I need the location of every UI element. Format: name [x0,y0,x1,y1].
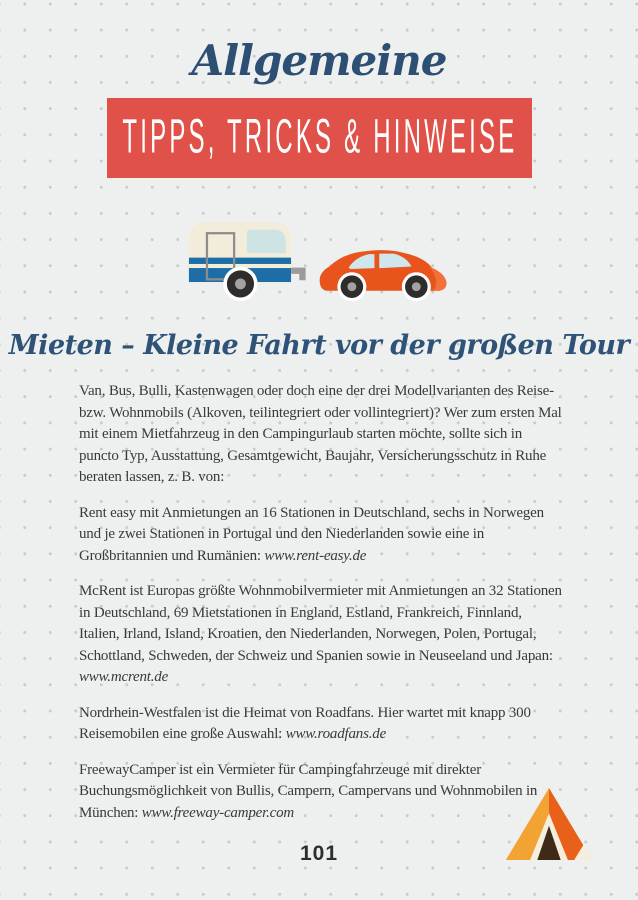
url-text: www.mcrent.de [79,669,169,685]
url-text: www.roadfans.de [285,726,387,742]
url-text: www.rent-easy.de [264,547,367,564]
caravan-icon [186,216,313,302]
paragraph-text: Rent easy mit Anmietungen an 16 Stationen in Deutschland, sechs in Norwegen und je zwei Stationen in Portugal und den Niederlanden sowie eine in Großbritannien und Rumänien: [79,504,544,564]
page-number: 101 [299,842,339,865]
body-paragraph [79,703,565,746]
body-paragraph [79,581,565,689]
body-paragraph [79,503,565,568]
car-icon [318,244,451,302]
body-paragraph [79,381,565,489]
paragraph-text: McRent ist Europas größte Wohnmobilvermieter mit Anmietungen an 32 Stationen in Deutschland, 69 Mietstationen in England, Estland, Frankreich, Finnland, Italien, Irland, Island, Kroatien, den Niederlanden, Norwegen, Polen, Portugal, Schottland, Schweden, der Schweiz und Spanien sowie in Neuseeland und Japan: [79,583,562,664]
paragraph-text: FreewayCamper ist ein Vermieter für Campingfahrzeuge mit direkter Buchungsmöglichkeit von Bullis, Campern, Campervans und Wohnmobilen in München: [79,761,538,821]
paragraph-text: Nordrhein-Westfalen ist die Heimat von Roadfans. Hier wartet mit knapp 300 Reisemobilen eine große Auswahl: [79,704,531,742]
body-paragraph [79,760,565,825]
title-banner [107,98,532,178]
section-heading: Mieten – Kleine Fahrt vor der großen Tour [8,330,630,361]
url-text: www.freeway-camper.com [141,804,295,821]
banner-title: TIPPS, TRICKS & HINWEISE [121,110,518,164]
hero-illustration [186,214,466,302]
paragraph-text: Van, Bus, Bulli, Kastenwagen oder doch eine der drei Modellvarianten des Reise- bzw. Wohnmobils (Alkoven, teilintegriert oder vollintegriert)? Wer zum ersten Mal mit einem Mietfahrzeug in den Campingurlaub starten möchte, sollte sich in puncto Typ, Ausstattung, Gesamtgewicht, Baujahr, Versicherungsschutz in Ruhe beraten lassen, z. B. von: [79,383,562,485]
body-text-column [79,381,565,838]
kicker-title: Allgemeine [191,36,447,85]
